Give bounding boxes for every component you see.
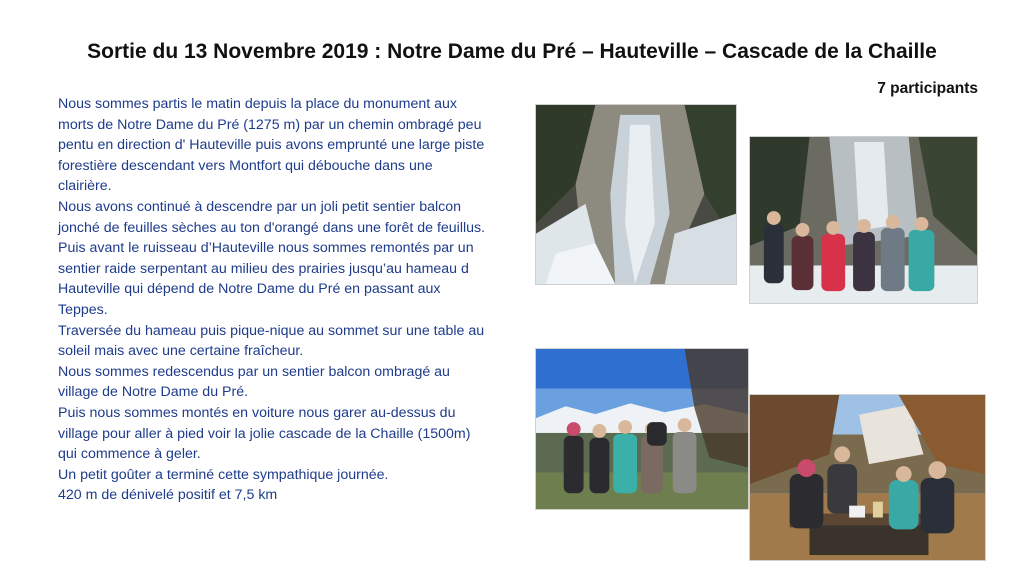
photo-group-at-waterfall	[749, 136, 978, 304]
paragraph-1: Nous sommes partis le matin depuis la place du monument aux morts de Notre Dame du Pré (1275 m) par un chemin ombragé peu pentu en direction d' Hauteville puis avons emprunté une large piste forestière descendant vers Montfort qui débouche dans une clairière.	[58, 96, 485, 195]
photo-picnic-table	[749, 394, 986, 561]
paragraph-2: Nous avons continué à descendre par un joli petit sentier balcon jonché de feuilles sèches au ton d'orangé dans une forêt de feuillus.	[58, 198, 486, 236]
page-title: Sortie du 13 Novembre 2019 : Notre Dame du Pré – Hauteville – Cascade de la Chaille	[87, 40, 937, 63]
paragraph-7: Un petit goûter a terminé cette sympathique journée.	[58, 466, 389, 483]
participants-count: 7 participants	[877, 80, 978, 97]
paragraph-6: Puis nous sommes montés en voiture nous garer au-dessus du village pour aller à pied voir la jolie cascade de la Chaille (1500m) qui commence à geler.	[58, 404, 471, 463]
paragraph-3: Puis avant le ruisseau d’Hauteville nous sommes remontés par un sentier raide serpentant au milieu des prairies jusqu’au hameau d Hauteville qui dépend de Notre Dame du Pré en passant aux Teppes.	[58, 240, 474, 318]
paragraph-5: Nous sommes redescendus par un sentier balcon ombragé au village de Notre Dame du Pré.	[58, 363, 450, 401]
paragraph-8: 420 m de dénivelé positif et 7,5 km	[58, 487, 278, 504]
paragraph-4: Traversée du hameau puis pique-nique au sommet sur une table au soleil mais avec une certaine fraîcheur.	[58, 322, 485, 360]
photo-group-mountain-view	[535, 348, 749, 510]
trip-description	[58, 94, 488, 506]
photo-frozen-waterfall	[535, 104, 737, 285]
